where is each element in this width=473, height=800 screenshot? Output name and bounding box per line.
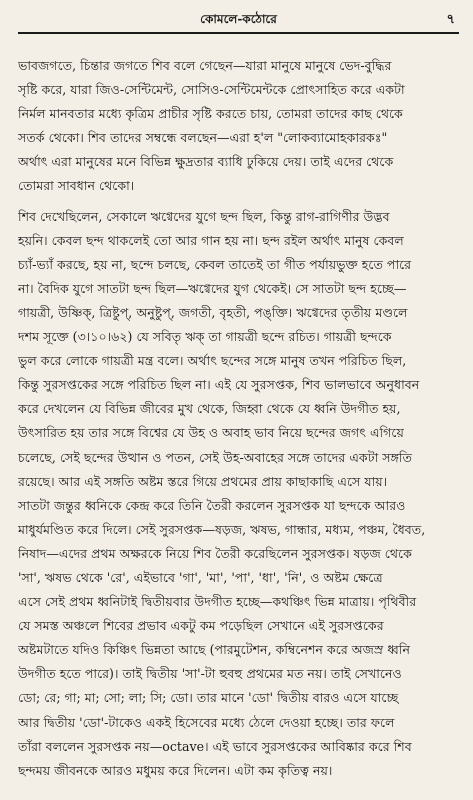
text-line: সতর্ক থেকো। শিব তাদের সম্বন্ধে বলছেন—এরা হ'ল "লোকব্যামোহকারকঃ" xyxy=(18,130,388,146)
paragraph-1 xyxy=(18,54,459,199)
text-line: দশম সূক্তে (৩।১০।৬২) যে সবিতৃ ঋক্ তা গায়ত্রী ছন্দে রচিত। গায়ত্রী ছন্দকে xyxy=(18,329,392,345)
page-number: ৭ xyxy=(446,12,455,27)
text-line: তাঁরা বললেন সুরসপ্তক নয়—octave। এই ভাবে সুরসপ্তকের আবিষ্কার করে শিব xyxy=(18,738,412,754)
text-line: নির্মল মানবতার মধ্যে কৃত্রিম প্রাচীর সৃষ্টি করতে চায়, তোমরা তাদের কাছ থেকে xyxy=(18,106,403,122)
text-line: সাতটা জন্তুর ধ্বনিকে কেন্দ্র করে তিনি তৈরী করলেন সুরসপ্তক যা ছন্দকে আরও xyxy=(18,497,406,513)
text-line: সৃষ্টি করে, যারা জিও-সেন্টিমেন্ট, সোসিও-সেন্টিমেন্টকে প্রোৎসাহিত করে একটা xyxy=(18,82,405,98)
paragraph-2 xyxy=(18,205,459,783)
running-title: কোমলে-কঠোরে xyxy=(200,12,277,26)
text-line: 'সা', ঋষভ থেকে 'রে', এইভাবে 'গা', 'মা', 'পা', 'ধা', 'নি', ও অষ্টম ক্ষেত্রে xyxy=(18,569,383,585)
text-line: চ্যাঁ-ভ্যাঁ করছে, হয় না, ছন্দে চলছে, কেবল তাতেই তা গীত পর্যায়ভুক্ত হতে পারে xyxy=(18,256,412,272)
text-line: অর্থাৎ এরা মানুষের মনে বিভিন্ন ক্ষুদ্রতার ব্যাধি ঢুকিয়ে দেয়। তাই এদের থেকে xyxy=(18,154,394,170)
text-line: চলেছে, সেই ছন্দের উত্থান ও পতন, সেই উহ-অবাহের সঙ্গে তাদের একটা সঙ্গতি xyxy=(18,449,412,465)
text-line: নিষাদ—এদের প্রথম অক্ষরকে নিয়ে শিব তৈরী করেছিলেন সুরসপ্তক। ষড়জ থেকে xyxy=(18,545,412,561)
text-line: ভুল করে লোকে গায়ত্রী মন্ত্র বলে। অর্থাৎ ছন্দের সঙ্গে মানুষ তখন পরিচিত ছিল, xyxy=(18,353,407,369)
text-line: তোমরা সাবধান থেকো। xyxy=(18,178,135,194)
text-line: মাধুর্যমণ্ডিত করে দিলে। সেই সুরসপ্তক—ষড়জ, ঋষভ, গান্ধার, মধ্যম, পঞ্চম, ধৈবত, xyxy=(18,521,426,537)
text-line: ছন্দময় জীবনকে আরও মধুময় করে দিলেন। এটা কম কৃতিত্ব নয়। xyxy=(18,762,333,778)
page-body xyxy=(18,54,459,783)
text-line: রয়েছে। আর এই সঙ্গতি অষ্টম স্তরে গিয়ে প্রথমের প্রায় কাছাকাছি এসে যায়। xyxy=(18,473,388,489)
text-line: করে দেখলেন যে বিভিন্ন জীবের মুখ থেকে, জিহ্বা থেকে যে ধ্বনি উদগীত হয়, xyxy=(18,401,401,417)
text-line: ডো; রে; গা; মা; সো; লা; সি; ডো। তার মানে 'ডো' দ্বিতীয় বারও এসে যাচ্ছে xyxy=(18,690,399,706)
text-line: না। বৈদিক যুগে সাতটা ছন্দ ছিল—ঋগ্বেদের যুগ থেকেই। সে সাতটা ছন্দ হচ্ছে— xyxy=(18,280,407,296)
text-line: হয়নি। কেবল ছন্দ থাকলেই তো আর গান হয় না। ছন্দ রইল অর্থাৎ মানুষ কেবল xyxy=(18,232,404,248)
text-line: যে সমস্ত অঞ্চলে শিবের প্রভাব একটু কম পড়েছিল সেখানে এই সুরসপ্তকের xyxy=(18,618,384,634)
text-line: ভাবজগতে, চিন্তার জগতে শিব বলে গেছেন—যারা মানুষে মানুষে ভেদ-বুদ্ধির xyxy=(18,58,392,73)
header-rule xyxy=(18,32,459,34)
text-line: উৎসারিত হয় তার সঙ্গে বিশ্বের যে উহ ও অবাহ ভাব নিয়ে ছন্দের জগৎ এগিয়ে xyxy=(18,425,404,441)
text-line: উদগীত হতে পারে)। তাই দ্বিতীয় 'সা'-টা হুবহু প্রথমের মত নয়। তাই সেখানেও xyxy=(18,666,402,682)
text-line: গায়ত্রী, উষ্ণিক্, ত্রিষ্টুপ্, অনুষ্টুপ্, জগতী, বৃহতী, পঙ্‌ক্তি। ঋগ্বেদের তৃতীয় মণ্ডলে xyxy=(18,304,408,320)
text-line: অষ্টমটাতে যদিও কিঞ্চিৎ ভিন্নতা আছে (পারমুটেশন, কম্বিনেশন করে অজস্র ধ্বনি xyxy=(18,642,410,658)
text-line: কিন্তু সুরসপ্তকের সঙ্গে পরিচিত ছিল না। এই যে সুরসপ্তক, শিব ভালভাবে অনুধাবন xyxy=(18,377,420,393)
text-line: শিব দেখেছিলেন, সেকালে ঋগ্বেদের যুগে ছন্দ ছিল, কিন্তু রাগ-রাগিণীর উদ্ভব xyxy=(18,208,390,224)
text-line: এসে সেই প্রথম ধ্বনিটাই দ্বিতীয়বার উদগীত হচ্ছে—কথঞ্চিৎ ভিন্ন মাত্রায়। পৃথিবীর xyxy=(18,594,417,610)
page-header xyxy=(18,8,459,32)
text-line: আর দ্বিতীয় 'ডো'-টাকেও একই হিসেবের মধ্যে ঠেলে দেওয়া হচ্ছে। তার ফলে xyxy=(18,714,395,730)
